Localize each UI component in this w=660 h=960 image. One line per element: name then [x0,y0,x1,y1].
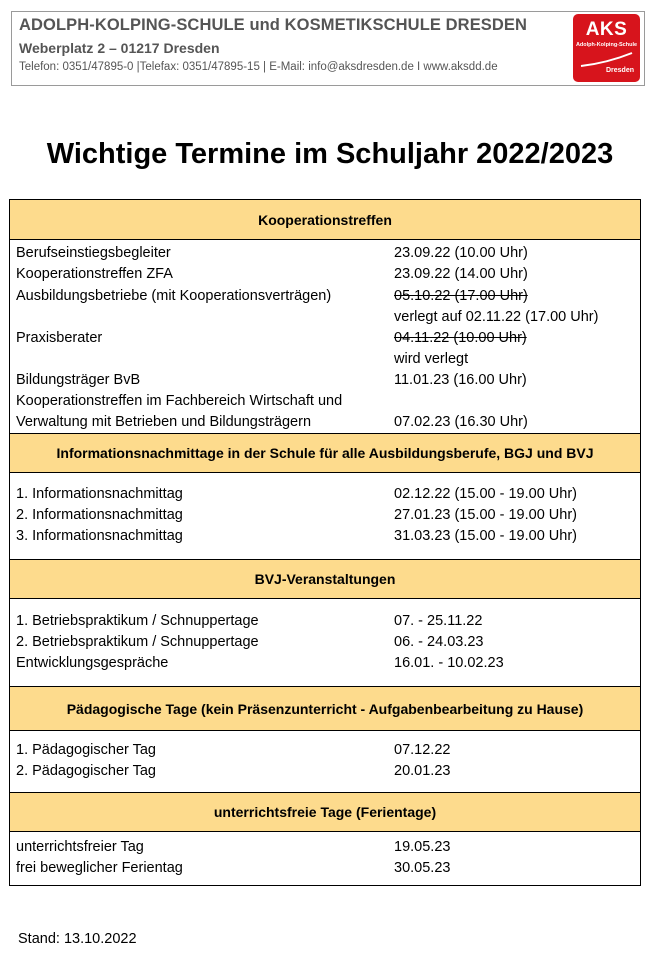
table-row [10,505,640,526]
table-row [10,653,640,674]
aks-logo [573,14,640,82]
table-row [10,412,640,433]
row-date: 06. - 24.03.23 [394,634,484,650]
table-row [10,349,640,370]
row-label: Praxisberater [16,330,103,346]
row-label: Kooperationstreffen im Fachbereich Wirtschaft und [16,393,343,409]
table-row [10,761,640,782]
section-heading: unterrichtsfreie Tage (Ferientage) [10,792,640,832]
section-heading: Informationsnachmittage in der Schule für alle Ausbildungsberufe, BGJ und BVJ [10,433,640,473]
section-heading: Kooperationstreffen [10,200,640,240]
table-row [10,264,640,285]
row-date-cancelled: 04.11.22 (10.00 Uhr) [394,330,527,346]
table-row [10,286,640,307]
section-heading: BVJ-Veranstaltungen [10,559,640,599]
row-date-note: wird verlegt [394,351,469,367]
row-label: 1. Informationsnachmittag [16,486,183,502]
row-label: Bildungsträger BvB [16,372,141,388]
school-contact: Telefon: 0351/47895-0 |Telefax: 0351/47895-15 | E-Mail: info@aksdresden.de I www.aksdd.de [19,61,498,73]
row-label: Ausbildungsbetriebe (mit Kooperationsverträgen) [16,288,332,304]
table-row [10,243,640,264]
page-title: Wichtige Termine im Schuljahr 2022/2023 [46,138,614,170]
row-label: Entwicklungsgespräche [16,655,169,671]
school-address: Weberplatz 2 – 01217 Dresden [19,40,220,56]
row-date: 07. - 25.11.22 [394,613,483,629]
table-row [10,858,640,879]
table-row [10,611,640,632]
row-label: Kooperationstreffen ZFA [16,266,173,282]
row-label: 2. Pädagogischer Tag [16,763,157,779]
row-date: 20.01.23 [394,763,451,779]
table-row [10,740,640,761]
table-row [10,484,640,505]
row-label: 2. Betriebspraktikum / Schnuppertage [16,634,259,650]
row-label: Berufseinstiegsbegleiter [16,245,171,261]
row-label: 3. Informationsnachmittag [16,528,183,544]
row-date: 02.12.22 (15.00 - 19.00 Uhr) [394,486,577,502]
row-date: 16.01. - 10.02.23 [394,655,504,671]
table-row [10,307,640,328]
row-date: 31.03.23 (15.00 - 19.00 Uhr) [394,528,577,544]
row-date-note: verlegt auf 02.11.22 (17.00 Uhr) [394,309,599,325]
logo-city-text: Dresden [605,67,634,74]
section-heading: Pädagogische Tage (kein Präsenzunterricht - Aufgabenbearbeitung zu Hause) [10,686,640,731]
row-date: 11.01.23 (16.00 Uhr) [394,372,527,388]
row-label: 2. Informationsnachmittag [16,507,183,523]
table-row [10,526,640,547]
row-date: 07.02.23 (16.30 Uhr) [394,414,528,430]
table-row [10,370,640,391]
row-date: 19.05.23 [394,839,451,855]
table-row [10,391,640,412]
row-date: 23.09.22 (14.00 Uhr) [394,266,528,282]
row-label: unterrichtsfreier Tag [16,839,144,855]
row-date: 23.09.22 (10.00 Uhr) [394,245,528,261]
logo-main-text: AKS [585,19,628,40]
table-row [10,632,640,653]
row-label: 1. Betriebspraktikum / Schnuppertage [16,613,259,629]
row-date: 30.05.23 [394,860,451,876]
table-row [10,328,640,349]
letterhead [11,11,645,86]
schedule-table [9,199,641,886]
logo-sub-text: Adolph-Kolping-Schule [575,42,638,48]
row-label: 1. Pädagogischer Tag [16,742,157,758]
stand-date: Stand: 13.10.2022 [18,931,137,947]
table-row [10,837,640,858]
row-label: frei beweglicher Ferientag [16,860,183,876]
row-date-cancelled: 05.10.22 (17.00 Uhr) [394,288,528,304]
row-label: Verwaltung mit Betrieben und Bildungsträgern [16,414,312,430]
row-date: 27.01.23 (15.00 - 19.00 Uhr) [394,507,577,523]
school-name: ADOLPH-KOLPING-SCHULE und KOSMETIKSCHULE DRESDEN [19,16,528,34]
row-date: 07.12.22 [394,742,451,758]
